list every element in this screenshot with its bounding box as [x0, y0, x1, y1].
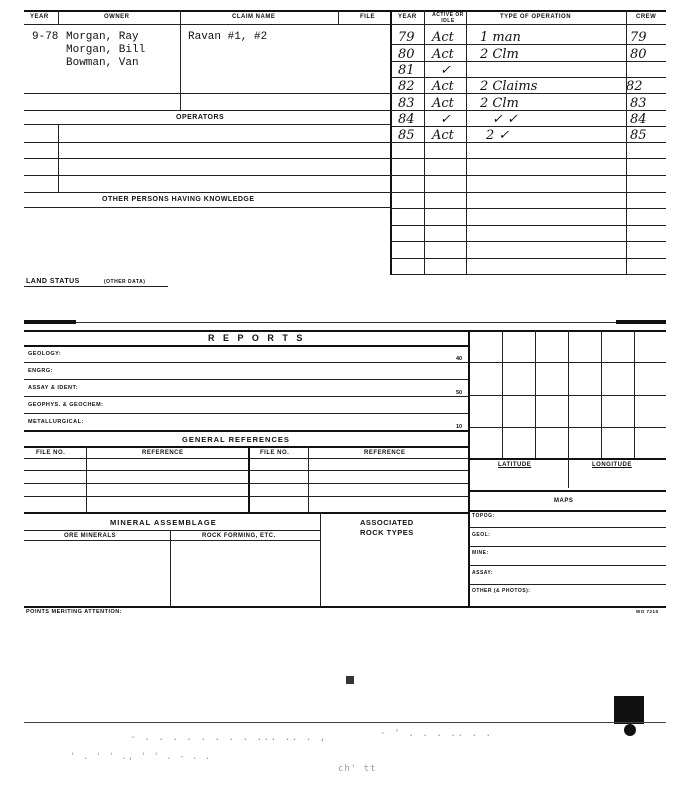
- separator-line: [76, 322, 616, 323]
- rule: [24, 175, 390, 176]
- op-type: 2 Claims: [480, 79, 538, 94]
- rule: [390, 241, 666, 242]
- rule: [24, 142, 390, 143]
- general-references-title: GENERAL REFERENCES: [182, 435, 290, 444]
- op-type: 2 Clm: [480, 47, 519, 62]
- rule: [390, 192, 666, 193]
- grid-line: [634, 330, 635, 458]
- op-crew: 84: [630, 112, 647, 127]
- divider: [180, 10, 181, 110]
- claim-name: Ravan #1, #2: [188, 31, 268, 43]
- op-crew: 79: [630, 30, 647, 45]
- rule: [390, 258, 666, 259]
- separator-bar-left: [24, 320, 76, 324]
- ore-minerals-label: ORE MINERALS: [64, 533, 117, 539]
- rule: [390, 175, 666, 176]
- rule: [390, 126, 666, 127]
- top-rule: [24, 10, 666, 12]
- rule: [24, 124, 390, 125]
- rule: [24, 413, 468, 414]
- op-type: 1 man: [480, 30, 521, 45]
- maps-title: MAPS: [554, 498, 574, 504]
- rule: [24, 483, 468, 484]
- op-year: 85: [398, 128, 415, 143]
- rock-forming-label: ROCK FORMING, ETC.: [202, 533, 276, 539]
- map-topog: TOPOG:: [472, 513, 495, 519]
- divider: [248, 446, 250, 512]
- divider: [338, 10, 339, 24]
- land-status-sub: (OTHER DATA): [104, 279, 146, 285]
- op-status: Act: [432, 47, 454, 62]
- rule: [24, 345, 468, 347]
- rule: [24, 530, 320, 531]
- grid-line: [468, 395, 666, 396]
- scan-noise: - . . . . . . . . ... .. . ,: [130, 732, 327, 743]
- ref-file-no-1: FILE NO.: [36, 450, 66, 456]
- ref-reference-1: REFERENCE: [142, 450, 184, 456]
- rule: [24, 362, 468, 363]
- scan-mark: [346, 676, 354, 684]
- map-geol: GEOL:: [472, 532, 491, 538]
- scan-dot: [624, 724, 636, 736]
- header-crew: CREW: [636, 14, 657, 20]
- header-claim-name: CLAIM NAME: [232, 14, 276, 20]
- rule: [468, 565, 666, 566]
- divider: [58, 10, 59, 24]
- rule: [24, 470, 468, 471]
- rule: [390, 77, 666, 78]
- op-crew: 82: [626, 79, 643, 94]
- ref-file-no-2: FILE NO.: [260, 450, 290, 456]
- grid-line: [568, 330, 569, 458]
- op-crew: 85: [630, 128, 647, 143]
- grid-line: [468, 458, 666, 460]
- header-owner: OWNER: [104, 14, 130, 20]
- divider: [170, 530, 171, 606]
- owner-entry-year: 9-78: [32, 31, 59, 43]
- op-crew: 80: [630, 47, 647, 62]
- scan-noise: ' . ' ' ., ' ' . - . .: [70, 752, 212, 762]
- ref-reference-2: REFERENCE: [364, 450, 406, 456]
- report-engrg: ENGRG:: [28, 368, 53, 374]
- rule: [24, 93, 390, 94]
- grid-line: [535, 330, 536, 458]
- op-status: Act: [432, 128, 454, 143]
- op-status: ✓: [440, 63, 451, 78]
- rule: [24, 192, 390, 193]
- rule: [24, 110, 390, 111]
- rule: [468, 584, 666, 585]
- divider: [308, 446, 309, 512]
- report-geophys: GEOPHYS. & GEOCHEM:: [28, 402, 104, 408]
- rule: [390, 208, 666, 209]
- op-type: 2 ✓: [486, 128, 510, 143]
- op-status: Act: [432, 96, 454, 111]
- report-assay: ASSAY & IDENT:: [28, 385, 79, 391]
- grid-line: [468, 427, 666, 428]
- rule: [24, 207, 390, 208]
- rule: [468, 490, 666, 492]
- land-status-label: LAND STATUS: [26, 278, 80, 285]
- map-assay: ASSAY:: [472, 570, 494, 576]
- report-metallurgical: METALLURGICAL:: [28, 419, 84, 425]
- divider: [86, 446, 87, 512]
- header-file: FILE: [360, 14, 375, 20]
- scan-noise: - ' . . . .. . .: [380, 728, 493, 739]
- owner-name-1: Morgan, Ray: [66, 31, 139, 43]
- op-year: 83: [398, 96, 415, 111]
- scan-noise: ch' tt: [338, 764, 377, 774]
- scan-line: [24, 722, 666, 723]
- map-other: OTHER (& PHOTOS):: [472, 588, 531, 594]
- form-number: WO 7215: [636, 609, 659, 614]
- points-meriting-label: POINTS MERITING ATTENTION:: [26, 609, 123, 615]
- divider: [58, 124, 59, 192]
- rule: [24, 512, 468, 514]
- owner-name-2: Morgan, Bill: [66, 44, 146, 56]
- divider: [568, 458, 569, 488]
- header-year: YEAR: [30, 14, 49, 20]
- op-year: 79: [398, 30, 415, 45]
- op-year: 82: [398, 79, 415, 94]
- header-type-of-operation: TYPE OF OPERATION: [500, 14, 572, 20]
- rule: [24, 496, 468, 497]
- separator-bar-right: [616, 320, 666, 324]
- grid-line: [601, 330, 602, 458]
- op-status: ✓: [440, 112, 451, 127]
- op-year: 81: [398, 63, 415, 78]
- rock-types-label: ROCK TYPES: [360, 528, 414, 537]
- grid-line: [502, 330, 503, 458]
- scan-black-block: [614, 696, 644, 724]
- header-active-idle: ACTIVE OR IDLE: [432, 12, 464, 24]
- op-year: 80: [398, 47, 415, 62]
- grid-line: [468, 362, 666, 363]
- operators-label: OPERATORS: [176, 114, 225, 121]
- rule: [24, 379, 468, 380]
- op-type: ✓ ✓: [492, 112, 518, 127]
- rule: [24, 606, 666, 608]
- report-num: 40: [456, 356, 463, 362]
- associated-label: ASSOCIATED: [360, 518, 414, 527]
- rule: [468, 510, 666, 512]
- op-crew: 83: [630, 96, 647, 111]
- rule: [468, 546, 666, 547]
- rule: [390, 225, 666, 226]
- rule: [24, 540, 320, 541]
- rule: [24, 286, 168, 287]
- rule: [24, 446, 468, 448]
- report-num: 10: [456, 424, 463, 430]
- rule: [24, 458, 468, 459]
- latitude-label: LATITUDE: [498, 462, 532, 468]
- mineral-assemblage-title: MINERAL ASSEMBLAGE: [110, 518, 217, 527]
- rule: [24, 330, 666, 332]
- owner-name-3: Bowman, Van: [66, 57, 139, 69]
- report-num: 50: [456, 390, 463, 396]
- longitude-label: LONGITUDE: [592, 462, 632, 468]
- op-year: 84: [398, 112, 415, 127]
- rule: [24, 396, 468, 397]
- other-persons-label: OTHER PERSONS HAVING KNOWLEDGE: [102, 196, 255, 203]
- divider: [320, 512, 321, 606]
- report-geology: GEOLOGY:: [28, 351, 62, 357]
- rule: [24, 158, 390, 159]
- header-year-right: YEAR: [398, 14, 417, 20]
- rule: [24, 430, 468, 432]
- op-type: 2 Clm: [480, 96, 519, 111]
- op-status: Act: [432, 30, 454, 45]
- rule: [390, 158, 666, 159]
- header-bottom-rule: [24, 24, 666, 25]
- op-status: Act: [432, 79, 454, 94]
- rule: [390, 274, 666, 275]
- rule: [468, 527, 666, 528]
- map-mine: MINE:: [472, 550, 489, 556]
- reports-title: R E P O R T S: [208, 333, 306, 343]
